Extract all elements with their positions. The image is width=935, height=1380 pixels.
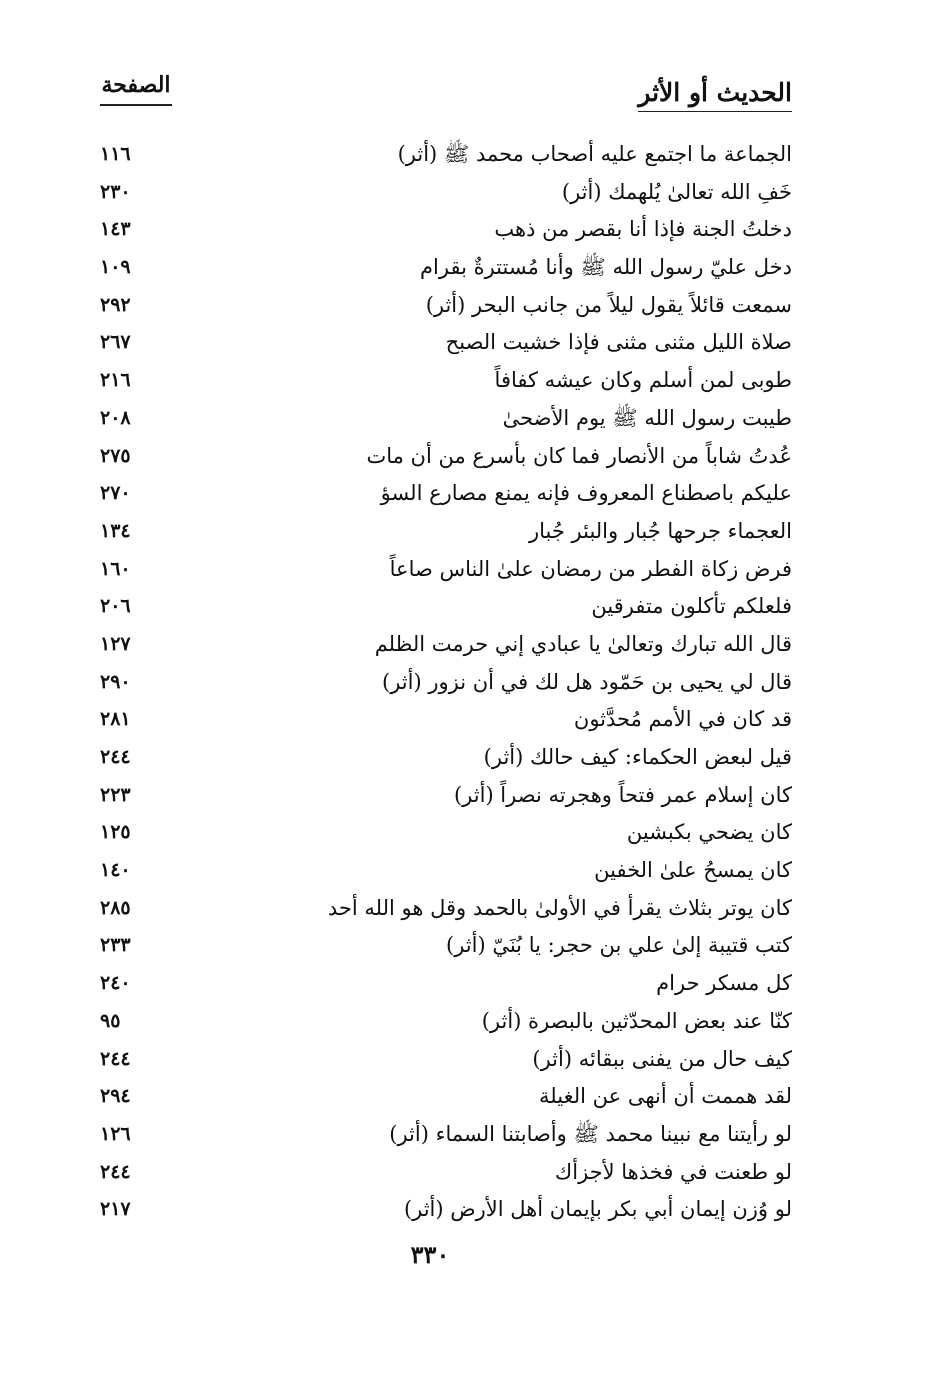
entry-text: كيف حال من يفنى ببقائه (أثر) <box>532 1046 792 1071</box>
entry-page-number: ٢٧٥ <box>100 444 131 467</box>
index-entries-list <box>0 138 935 1231</box>
entry-page-number: ٢١٦ <box>100 369 131 392</box>
entry-text: عُدتُ شاباً من الأنصار فما كان بأسرع من أن مات <box>366 443 792 468</box>
index-entry-row <box>0 1193 935 1231</box>
entry-text: سمعت قائلاً يقول ليلاً من جانب البحر (أثر) <box>425 292 792 317</box>
entry-page-number: ١٢٥ <box>100 821 131 844</box>
entry-page-number: ٢٣٠ <box>100 180 131 203</box>
entry-page-number: ٢٨١ <box>100 708 131 731</box>
entry-text: كان يضحي بكبشين <box>626 820 792 845</box>
entry-text: قد كان في الأمم مُحدَّثون <box>573 707 792 732</box>
entry-text: طيبت رسول الله ﷺ يوم الأضحىٰ <box>502 405 792 430</box>
entry-page-number: ٢٩٢ <box>100 293 131 316</box>
index-entry-row <box>0 364 935 402</box>
entry-text: العجماء جرحها جُبار والبئر جُبار <box>528 518 792 543</box>
entry-page-number: ٢١٧ <box>100 1198 131 1221</box>
index-entry-row <box>0 628 935 666</box>
index-entry-row <box>0 326 935 364</box>
index-entry-row <box>0 892 935 930</box>
index-entry-row <box>0 779 935 817</box>
entry-page-number: ٢٩٤ <box>100 1085 131 1108</box>
entry-text: كان يمسحُ علىٰ الخفين <box>594 858 792 883</box>
page-number: ٣٣٠ <box>410 1240 450 1269</box>
entry-text: قال لي يحيى بن حَمّود هل لك في أن نزور (أثر) <box>382 669 792 694</box>
entry-text: كنّا عند بعض المحدّثين بالبصرة (أثر) <box>481 1008 792 1033</box>
entry-text: صلاة الليل مثنى مثنى فإذا خشيت الصبح <box>445 330 792 355</box>
index-entry-row <box>0 477 935 515</box>
entry-page-number: ١٠٩ <box>100 256 131 279</box>
entry-page-number: ١٢٧ <box>100 632 131 655</box>
page-column-header: الصفحة <box>100 72 172 106</box>
entry-text: عليكم باصطناع المعروف فإنه يمنع مصارع السؤ <box>380 481 792 506</box>
index-entry-row <box>0 176 935 214</box>
entry-page-number: ٢٤٤ <box>100 746 131 768</box>
entry-page-number: ٢٤٠ <box>100 972 131 995</box>
entry-text: الجماعة ما اجتمع عليه أصحاب محمد ﷺ (أثر) <box>397 142 792 166</box>
entry-text: لو وُزن إيمان أبي بكر بإيمان أهل الأرض (أثر) <box>403 1197 792 1222</box>
entry-text: خَفِ الله تعالىٰ يُلهمك (أثر) <box>561 179 792 204</box>
index-entry-row <box>0 1005 935 1043</box>
index-entry-row <box>0 251 935 289</box>
index-entry-row <box>0 1043 935 1081</box>
entry-page-number: ١٦٠ <box>100 557 131 580</box>
entry-page-number: ١٤٣ <box>100 218 131 241</box>
entry-page-number: ٢٢٣ <box>100 783 131 806</box>
index-entry-row <box>0 553 935 591</box>
entry-text: كان إسلام عمر فتحاً وهجرته نصراً (أثر) <box>453 782 792 807</box>
index-entry-row <box>0 929 935 967</box>
entry-text: قال الله تبارك وتعالىٰ يا عبادي إني حرمت الظلم <box>374 631 792 656</box>
entry-text: فرض زكاة الفطر من رمضان علىٰ الناس صاعاً <box>389 556 792 581</box>
index-entry-row <box>0 816 935 854</box>
entry-page-number: ١٢٦ <box>100 1122 131 1145</box>
index-entry-row <box>0 703 935 741</box>
entry-page-number: ١١٦ <box>100 143 131 165</box>
entry-text: طوبى لمن أسلم وكان عيشه كفافاً <box>494 368 792 393</box>
entry-page-number: ٢٤٤ <box>100 1160 131 1183</box>
index-entry-row <box>0 854 935 892</box>
entry-page-number: ٢٧٠ <box>100 482 131 505</box>
entry-page-number: ٢٠٨ <box>100 406 131 429</box>
entry-page-number: ٢٤٤ <box>100 1047 131 1070</box>
index-entry-row <box>0 515 935 553</box>
entry-page-number: ٢٠٦ <box>100 595 131 618</box>
entry-page-number: ٢٨٥ <box>100 896 131 919</box>
index-entry-row <box>0 138 935 176</box>
index-entry-row <box>0 440 935 478</box>
entry-text: لو طعنت في فخذها لأجزأك <box>554 1159 792 1184</box>
entry-page-number: ٩٥ <box>100 1009 121 1032</box>
index-entry-row <box>0 402 935 440</box>
index-entry-row <box>0 1118 935 1156</box>
index-entry-row <box>0 590 935 628</box>
entry-text: لقد هممت أن أنهى عن الغيلة <box>539 1084 792 1109</box>
entry-text: كان يوتر بثلاث يقرأ في الأولىٰ بالحمد وقل هو الله أحد <box>327 895 792 920</box>
entry-text: فلعلكم تأكلون متفرقين <box>591 594 792 619</box>
entry-text: كل مسكر حرام <box>656 971 792 996</box>
entry-text: قيل لبعض الحكماء: كيف حالك (أثر) <box>483 745 792 769</box>
index-entry-row <box>0 967 935 1005</box>
entry-text: كتب قتيبة إلىٰ علي بن حجر: يا بُنَيّ (أثر) <box>446 933 792 958</box>
hadith-column-header: الحديث أو الأثر <box>638 78 792 112</box>
index-entry-row <box>0 289 935 327</box>
index-entry-row <box>0 1156 935 1194</box>
index-entry-row <box>0 213 935 251</box>
entry-page-number: ١٣٤ <box>100 519 131 542</box>
entry-page-number: ٢٩٠ <box>100 670 131 693</box>
entry-text: دخل عليّ رسول الله ﷺ وأنا مُستترةٌ بقرام <box>420 255 792 280</box>
entry-page-number: ١٤٠ <box>100 859 131 882</box>
entry-text: دخلتُ الجنة فإذا أنا بقصر من ذهب <box>494 217 792 242</box>
entry-text: لو رأيتنا مع نبينا محمد ﷺ وأصابتنا السماء (أثر) <box>389 1121 792 1146</box>
index-entry-row <box>0 1080 935 1118</box>
entry-page-number: ٢٦٧ <box>100 331 131 354</box>
index-entry-row <box>0 741 935 779</box>
index-entry-row <box>0 666 935 704</box>
entry-page-number: ٢٣٣ <box>100 934 131 957</box>
